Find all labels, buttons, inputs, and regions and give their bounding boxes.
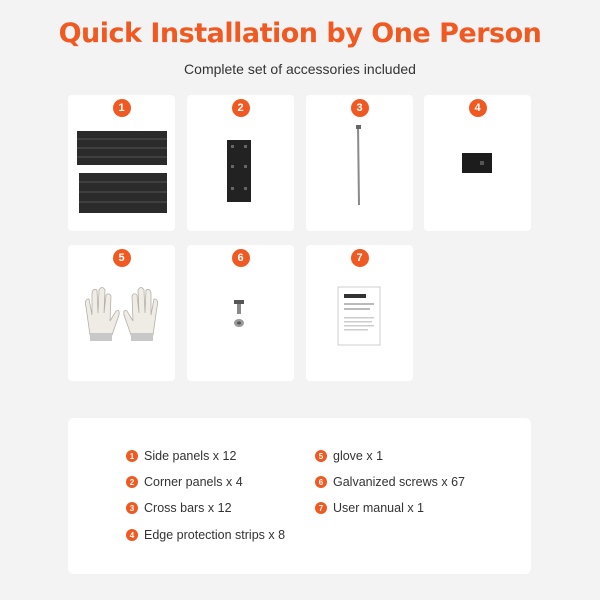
gloves-icon (68, 245, 175, 381)
edge-strip-icon (424, 95, 531, 231)
number-dot: 2 (126, 476, 138, 488)
accessory-card-corner-panels (187, 95, 294, 231)
accessory-card-user-manual (306, 245, 413, 381)
cross-bar-icon (306, 95, 413, 231)
legend-item (126, 528, 285, 542)
number-dot: 3 (126, 502, 138, 514)
legend-label: glove x 1 (333, 449, 384, 463)
accessory-legend (68, 418, 531, 574)
legend-label: Cross bars x 12 (144, 501, 232, 515)
legend-item (126, 449, 236, 463)
number-badge: 6 (232, 249, 250, 267)
accessory-card-side-panels (68, 95, 175, 231)
user-manual-icon (306, 245, 413, 381)
legend-label: Corner panels x 4 (144, 475, 243, 489)
number-badge: 4 (469, 99, 487, 117)
legend-item (315, 501, 424, 515)
screws-icon (187, 245, 294, 381)
legend-label: Side panels x 12 (144, 449, 237, 463)
number-dot: 1 (126, 450, 138, 462)
legend-item (126, 475, 243, 489)
page-subtitle: Complete set of accessories included (184, 61, 416, 77)
legend-label: User manual x 1 (333, 501, 425, 515)
accessory-card-screws (187, 245, 294, 381)
number-dot: 5 (315, 450, 327, 462)
number-badge: 1 (113, 99, 131, 117)
accessory-card-cross-bars (306, 95, 413, 231)
number-badge: 3 (351, 99, 369, 117)
corner-panel-icon (187, 95, 294, 231)
side-panels-icon (68, 95, 175, 231)
legend-item (126, 501, 232, 515)
legend-item (315, 449, 383, 463)
number-badge: 2 (232, 99, 250, 117)
number-dot: 4 (126, 529, 138, 541)
page-title: Quick Installation by One Person (58, 18, 542, 49)
number-dot: 6 (315, 476, 327, 488)
number-dot: 7 (315, 502, 327, 514)
accessory-card-edge-strips (424, 95, 531, 231)
legend-label: Edge protection strips x 8 (144, 528, 286, 542)
accessory-card-gloves (68, 245, 175, 381)
number-badge: 7 (351, 249, 369, 267)
legend-item (315, 475, 465, 489)
number-badge: 5 (113, 249, 131, 267)
legend-label: Galvanized screws x 67 (333, 475, 466, 489)
